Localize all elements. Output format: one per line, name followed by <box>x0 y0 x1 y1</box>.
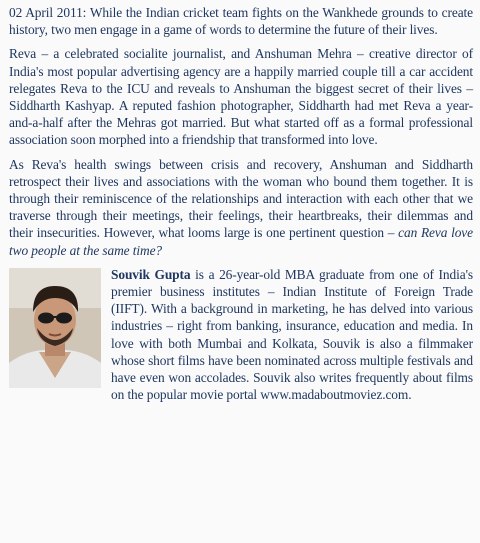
author-photo <box>9 268 101 388</box>
paragraph-question-text: As Reva's health swings between crisis and recovery, Anshuman and Siddharth retrospect their lives and associations with the woman who bound them together. It is through their reminiscence of the relationships and interaction with each other that we traverse through their meetings, their feelings, their heartbreaks, their dilemmas and their insecurities. However, what looms large is one pertinent question – <box>9 156 473 241</box>
author-portrait-image <box>9 268 101 388</box>
pertinent-question: can Reva love two people at the same time? <box>9 225 473 258</box>
author-name: Souvik Gupta <box>111 266 191 282</box>
author-bio-text: is a 26-year-old MBA graduate from one of India's premier business institutes – Indian Institute of Foreign Trade (IIFT). With a background in marketing, he has delved into various industries – right from banking, insurance, education and media. In love with both Mumbai and Kolkata, Souvik is also a filmmaker whose short films have been nominated across multiple festivals and have even won accolades. Souvik also writes frequently about films on the popular movie portal www.madaboutmoviez.com. <box>111 266 473 403</box>
paragraph-intro: 02 April 2011: While the Indian cricket team fights on the Wankhede grounds to create history, two men engage in a game of words to determine the future of their lives. <box>9 5 473 38</box>
author-section <box>9 266 473 404</box>
paragraph-question <box>9 156 473 259</box>
paragraph-synopsis: Reva – a celebrated socialite journalist, and Anshuman Mehra – creative director of India's most popular advertising agency are a happily married couple till a car accident relegates Reva to the ICU and reveals to Anshuman the biggest secret of their lives – Siddharth Kashyap. A reputed fashion photographer, Siddharth had met Reva a year-and-a-half after the Mehras got married. But what started off as a formal professional association soon morphed into a friendship that transformed into love. <box>9 46 473 148</box>
